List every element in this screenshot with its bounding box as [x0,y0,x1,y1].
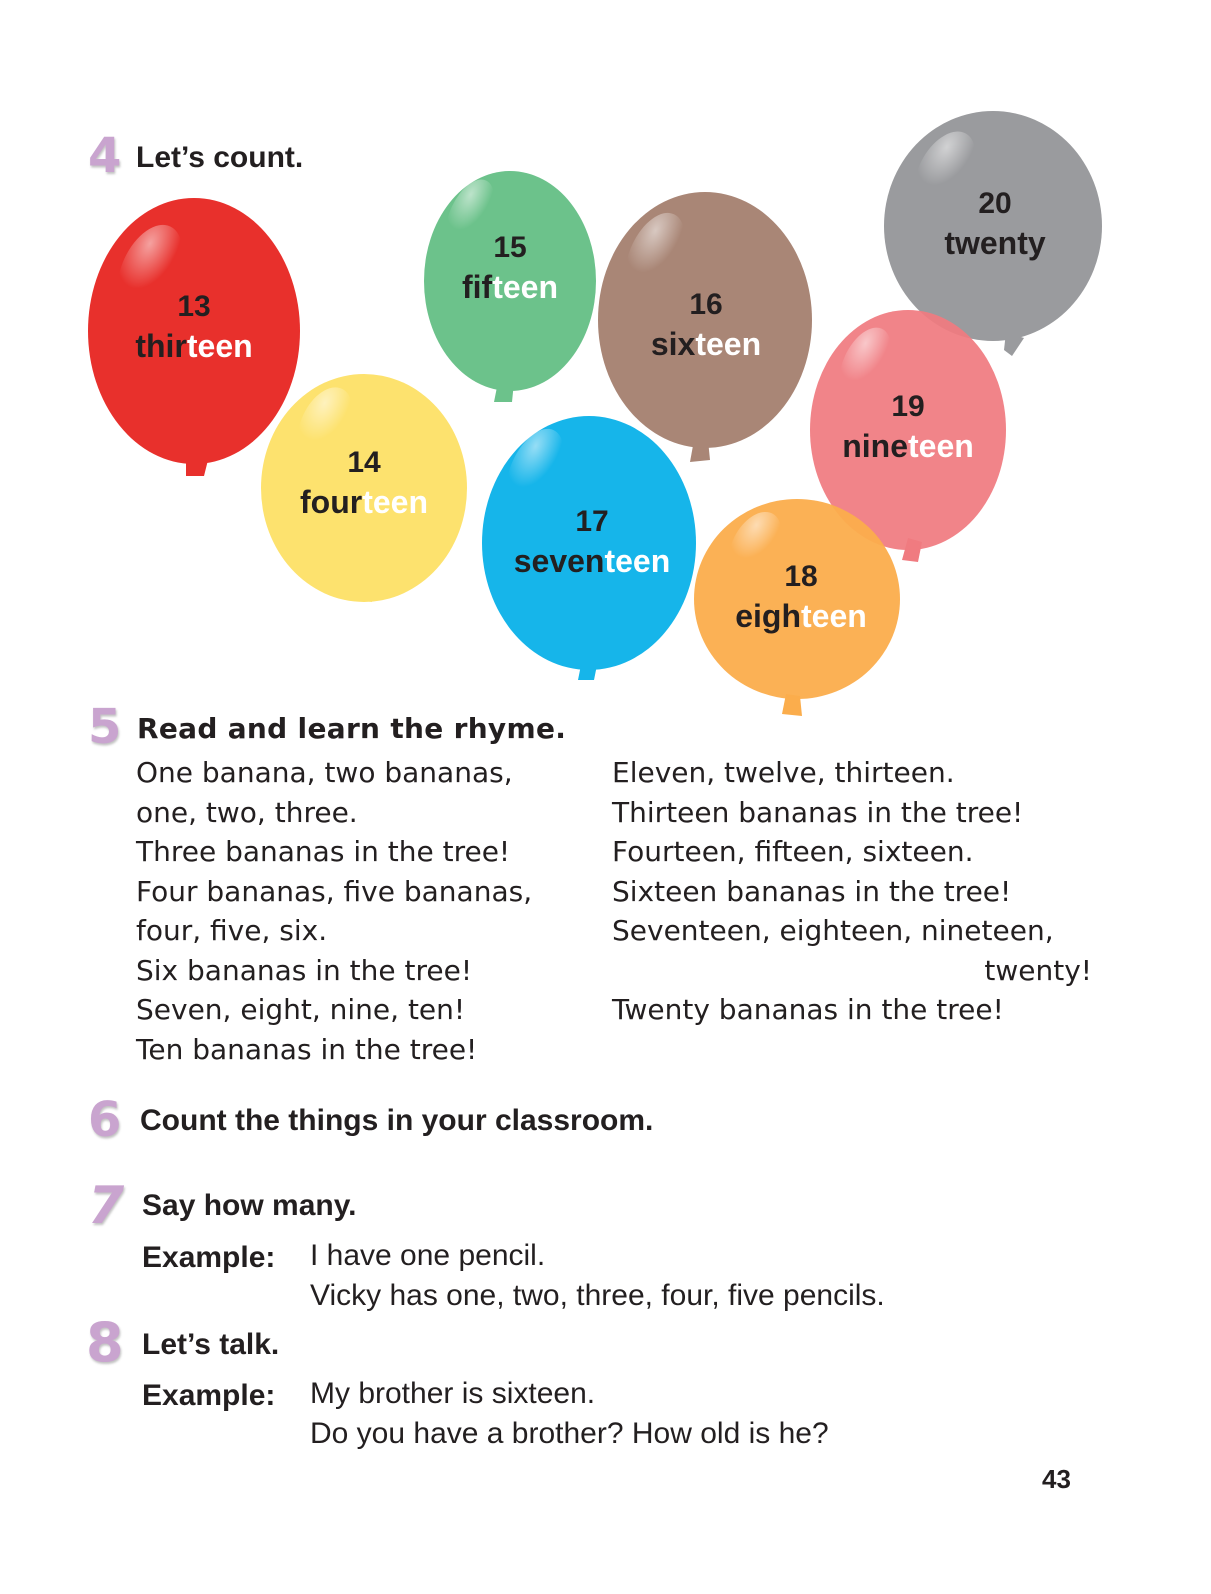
rhyme-line: Seven, eight, nine, ten! [136,993,466,1026]
example-7-line-2: Vicky has one, two, three, four, five pencils. [310,1279,885,1312]
balloon-19-word: nineteen [842,427,974,464]
section-5-number: 5 [88,699,122,755]
rhyme-line: Eleven, twelve, thirteen. [612,756,955,789]
balloon-illustration [0,0,1211,740]
rhyme-line: one, two, three. [136,795,358,829]
rhyme-line: four, five, six. [136,914,328,947]
section-8-number: 8 [86,1311,124,1374]
balloon-19-label [808,388,1008,466]
rhyme-line: Seventeen, eighteen, nineteen, [612,914,1054,947]
balloon-13-number: 13 [177,290,211,323]
balloon-18-number: 18 [784,560,818,593]
section-8-title: Let’s talk. [142,1328,280,1361]
rhyme-line: Fourteen, fifteen, sixteen. [612,835,974,868]
balloon-16-label [606,286,806,364]
rhyme-right-column [612,753,1092,1030]
balloon-20-word: twenty [944,224,1046,261]
section-7-number: 7 [88,1176,125,1236]
balloon-17-label [492,503,692,581]
balloon-15-label [410,229,610,307]
balloon-15-word: fifteen [462,268,558,305]
example-8-line-1: My brother is sixteen. [310,1377,596,1410]
example-7-label: Example: [142,1241,276,1274]
balloon-17-number: 17 [575,505,609,538]
balloon-14-word: fourteen [300,483,428,520]
rhyme-line: Three bananas in the tree! [136,835,511,868]
rhyme-line: Twenty bananas in the tree! [612,993,1004,1026]
balloon-20-number: 20 [978,187,1012,220]
example-8-label: Example: [142,1379,276,1412]
section-4-number: 4 [88,128,122,184]
example-7-line-1: I have one pencil. [310,1239,546,1272]
balloon-16-word: sixteen [650,325,762,362]
balloon-18-word: eighteen [735,597,867,634]
balloon-15-number: 15 [493,231,527,264]
section-4-title: Let’s count. [136,141,304,174]
balloon-13-label [94,288,294,366]
rhyme-line: Thirteen bananas in the tree! [612,795,1024,829]
balloon-18-label [701,558,901,636]
balloon-17-word: seventeen [513,542,671,579]
balloon-13-word: thirteen [135,327,253,364]
rhyme-line: Ten bananas in the tree! [136,1032,478,1066]
rhyme-line: Six bananas in the tree! [136,953,473,987]
section-6-number: 6 [88,1092,122,1148]
rhyme-left-column [136,753,532,1069]
balloon-20-label [895,185,1095,263]
rhyme-line: twenty! [984,953,1092,987]
rhyme-line: Sixteen bananas in the tree! [612,874,1012,908]
section-6-title: Count the things in your classroom. [140,1104,654,1137]
balloon-14-number: 14 [347,446,381,479]
rhyme-line: One banana, two bananas, [136,756,513,789]
page-number: 43 [1042,1464,1071,1494]
example-8-line-2: Do you have a brother? How old is he? [310,1417,829,1450]
section-5-title: Read and learn the rhyme. [137,712,567,745]
rhyme-line: Four bananas, five bananas, [136,874,533,908]
balloon-16-number: 16 [689,288,723,321]
section-7-title: Say how many. [142,1189,357,1222]
balloon-14-label [264,444,464,522]
balloon-19-number: 19 [891,390,925,423]
